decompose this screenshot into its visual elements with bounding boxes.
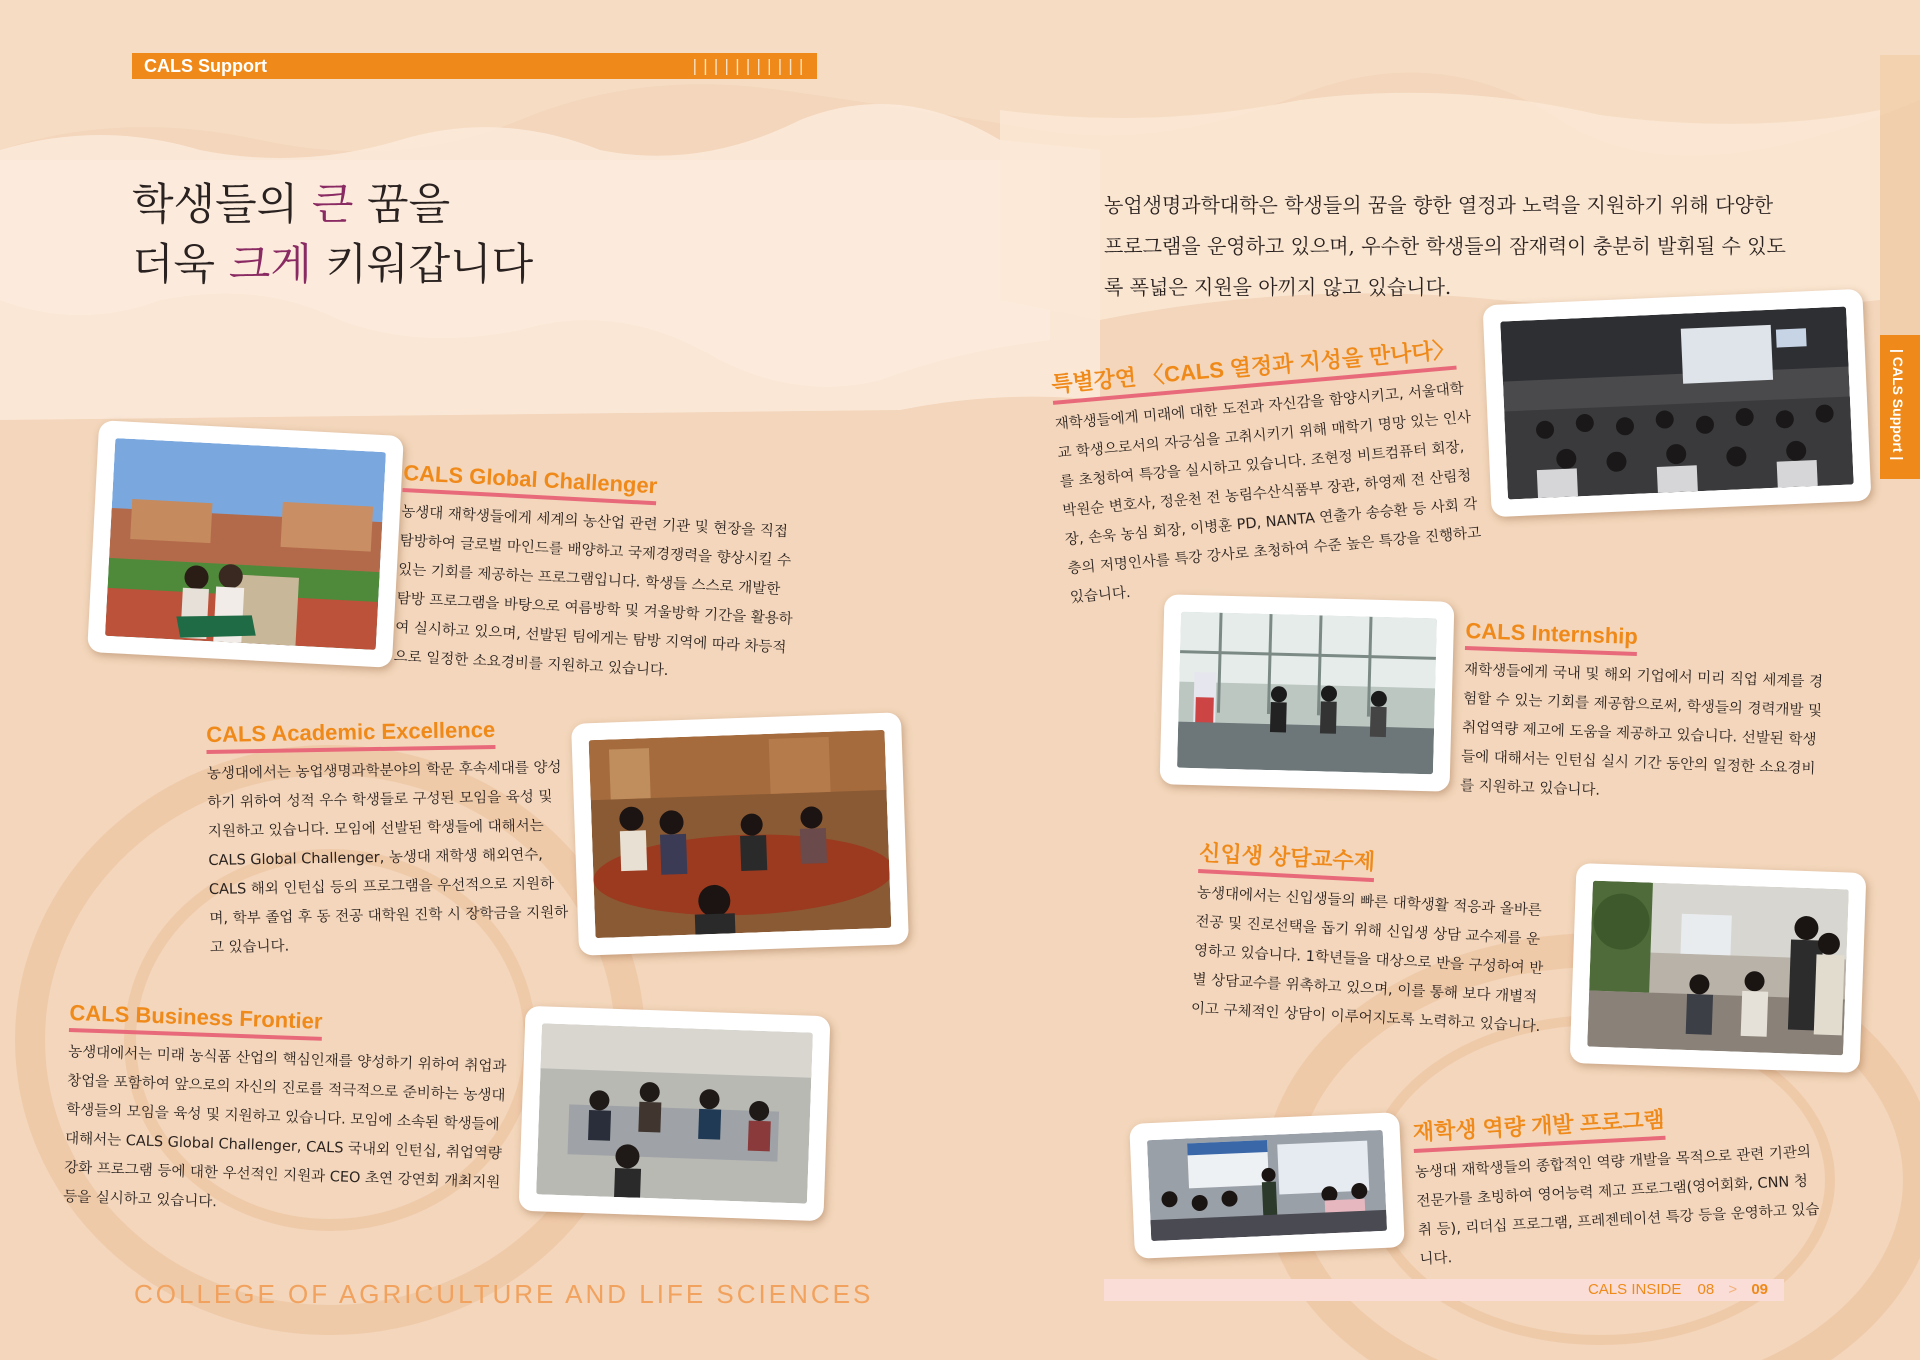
section-body: 농생대에서는 농업생명과학분야의 학문 후속세대를 양성하기 위하여 성적 우수 학생들로 구성된 모임을 육성 및 지원하고 있습니다. 모임에 선발된 학생들에 대해서는 CALS Global Challenger, 농생대 재학생 해외연수, CALS 해외 인턴십 등의 프로그램을 우선적으로 지원하며, 학부 졸업 후 동 전공 대학원 진학 시 장학금을 지원하고 있습니다.	[206, 759, 569, 956]
headline-text: 키워갑니다	[311, 240, 534, 290]
section-body: 재학생들에게 국내 및 해외 기업에서 미리 직업 세계를 경험할 수 있는 기회를 제공함으로써, 학생들의 경력개발 및 취업역량 제고에 도움을 제공하고 있습니다. 선발된 학생들에 대해서는 인턴십 실시 기간 동안의 일정한 소요경비를 지원하고 있습니다.	[1459, 661, 1824, 799]
photo-global-challenger	[87, 420, 404, 668]
headline-text: 학생들의	[132, 180, 312, 230]
footer-college-name: COLLEGE OF AGRICULTURE AND LIFE SCIENCES	[134, 1279, 874, 1309]
section-special-lecture	[1050, 331, 1490, 613]
page-number-right: 09	[1751, 1281, 1768, 1298]
headline-line-2	[132, 235, 533, 295]
headline-accent: 크게	[228, 240, 312, 290]
section-internship	[1460, 618, 1826, 813]
page-number-left: 08	[1697, 1281, 1715, 1298]
section-business-frontier	[63, 1000, 510, 1227]
section-title: CALS Business Frontier	[69, 1000, 323, 1041]
photo-academic-excellence	[571, 712, 909, 955]
section-capacity-program	[1412, 1095, 1825, 1275]
section-global-challenger	[393, 460, 804, 693]
section-title: 재학생 역량 개발 프로그램	[1412, 1103, 1666, 1153]
section-body: 농생대에서는 미래 농식품 산업의 핵심인재를 양성하기 위하여 취업과 창업을 포함하여 앞으로의 자신의 진로를 적극적으로 준비하는 농생대 학생들의 모임을 육성 및 지원하고 있습니다. 모임에 소속된 학생들에 대해서는 CALS Global Challenger, CALS 국내외 인턴십, 취업역량 강화 프로그램 등에 대한 우선적인 지원과 CEO 초연 강연회 개최지원 등을 실시하고 있습니다.	[62, 1043, 507, 1211]
intro-paragraph: 농업생명과학대학은 학생들의 꿈을 향한 열정과 노력을 지원하기 위해 다양한 프로그램을 운영하고 있으며, 우수한 학생들의 잠재력이 충분히 발휘될 수 있도록 폭넓은 지원을 아끼지 않고 있습니다.	[1104, 193, 1786, 299]
footer-page-bar	[1104, 1279, 1784, 1301]
headline-text: 더욱	[132, 240, 229, 290]
section-body: 재학생들에게 미래에 대한 도전과 자신감을 함양시키고, 서울대학교 학생으로서의 자긍심을 고취시키기 위해 매학기 명망 있는 인사를 초청하여 특강을 실시하고 있습니다. 조현정 비트컴퓨터 회장, 박원순 변호사, 정운천 전 농림수산식품부 장관, 하영제 전 산림청장, 손욱 농심 회장, 이병훈 PD, NANTA 연출가 송승환 등 사회 각층의 저명인사를 특강 강사로 초청하여 수준 높은 특강을 진행하고 있습니다.	[1054, 381, 1482, 607]
section-title: CALS Internship	[1465, 618, 1638, 656]
side-tab	[1880, 335, 1920, 479]
photo-freshman-counseling	[1570, 863, 1867, 1073]
page-headline	[132, 175, 533, 295]
side-tab-label: | CALS Support |	[1890, 349, 1906, 461]
photo-business-frontier	[519, 1006, 831, 1222]
headline-accent: 큰	[311, 180, 354, 230]
section-body: 농생대 재학생들에게 세계의 농산업 관련 기관 및 현장을 직접 탐방하여 글로벌 마인드를 배양하고 국제경쟁력을 향상시킬 수 있는 기회를 제공하는 프로그램입니다. 학생들 스스로 개발한 탐방 프로그램을 바탕으로 여름방학 및 겨울방학 기간을 활용하여 실시하고 있으며, 선발된 팀에게는 탐방 지역에 따라 차등적으로 일정한 소요경비를 지원하고 있습니다.	[393, 503, 794, 680]
section-header-label: CALS Support	[144, 56, 267, 76]
section-freshman-counseling	[1190, 836, 1554, 1042]
headline-line-1	[132, 175, 533, 235]
side-strip	[1880, 55, 1920, 335]
section-academic-excellence	[206, 716, 570, 963]
photo-capacity-program	[1129, 1112, 1405, 1259]
photo-internship	[1160, 594, 1455, 792]
header-tick-marks: |||||||||||	[690, 56, 807, 75]
section-header-bar	[132, 53, 817, 79]
section-title: 특별강연 〈CALS 열정과 지성을 만나다〉	[1050, 333, 1456, 405]
section-title: 신입생 상담교수제	[1198, 836, 1376, 882]
section-title: CALS Academic Excellence	[206, 717, 496, 754]
photo-special-lecture	[1483, 289, 1872, 517]
section-title: CALS Global Challenger	[402, 460, 658, 505]
section-body: 농생대 재학생들의 종합적인 역량 개발을 목적으로 관련 기관의 전문가를 초빙하여 영어능력 제고 프로그램(영어회화, CNN 청취 등), 리더십 프로그램, 프레젠테이션 특강 등을 운영하고 있습니다.	[1414, 1144, 1820, 1268]
section-body: 농생대에서는 신입생들의 빠른 대학생활 적응과 올바른 전공 및 진로선택을 돕기 위해 신입생 상담 교수제를 운영하고 있습니다. 1학년들을 대상으로 반을 구성하여 반별 상담교수를 위촉하고 있으며, 이를 통해 보다 개별적이고 구체적인 상담이 이루어지도록 노력하고 있습니다.	[1190, 884, 1544, 1036]
footer-label: CALS INSIDE	[1587, 1281, 1682, 1298]
headline-text: 꿈을	[353, 180, 451, 230]
page-separator: >	[1728, 1281, 1738, 1298]
page-indicator	[1588, 1281, 1768, 1298]
